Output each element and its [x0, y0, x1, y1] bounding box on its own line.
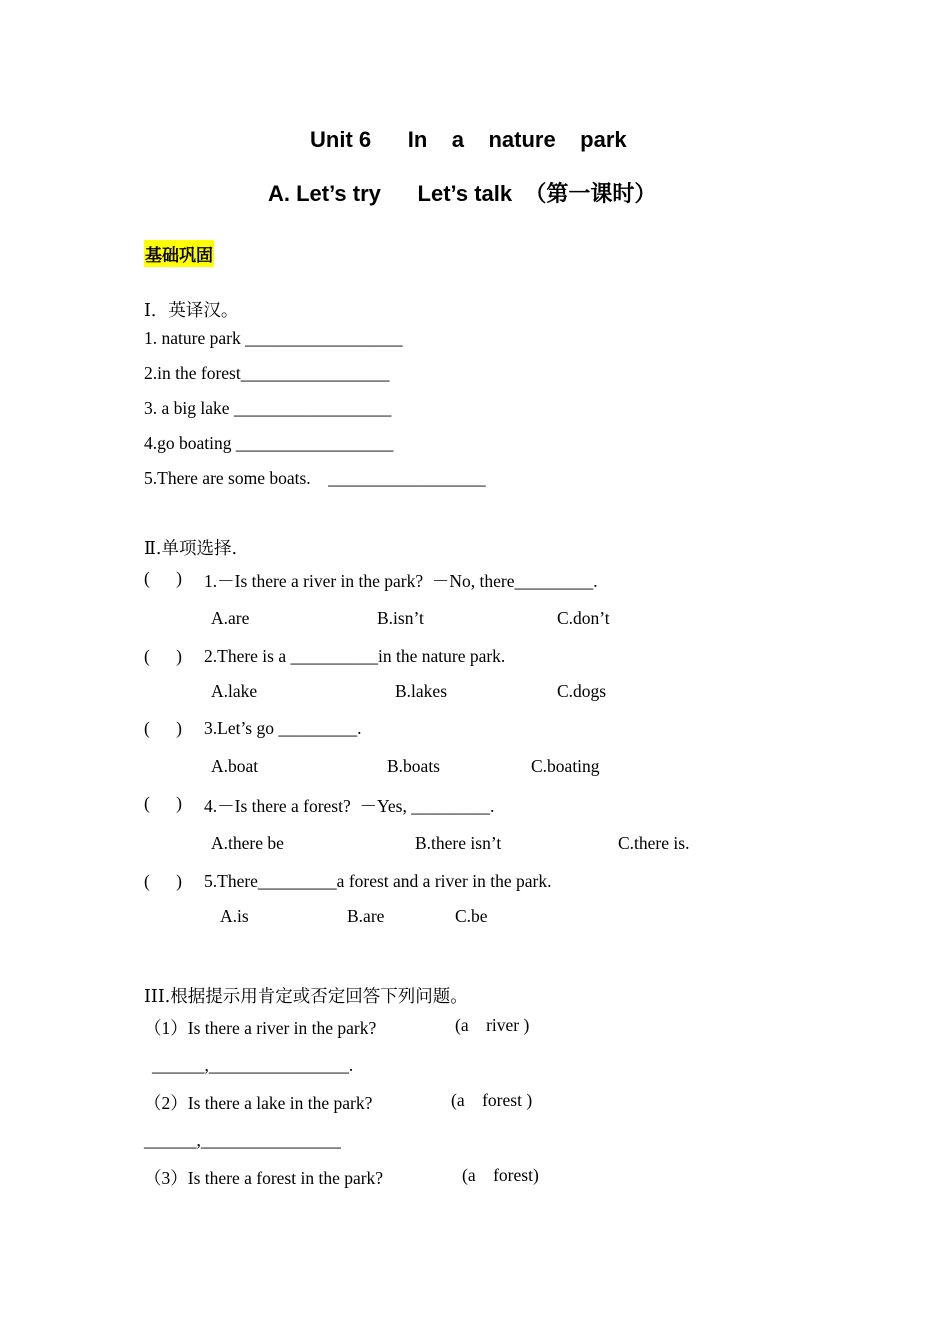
- question-text: 4.－Is there a forest? －Yes, _________.: [204, 796, 495, 816]
- question-text: （2）Is there a lake in the park?: [144, 1093, 373, 1113]
- question-hint: (a river ): [455, 1015, 530, 1035]
- question-text: 5.There_________a forest and a river in the park.: [204, 871, 552, 891]
- page-subtitle: A. Let’s try Let’s talk （第一课时）: [268, 181, 657, 206]
- option-c: C.don’t: [557, 608, 610, 628]
- option-a: A.are: [211, 608, 250, 628]
- answer-bracket: ( ): [144, 646, 182, 666]
- translation-item: 3. a big lake __________________: [144, 398, 392, 418]
- translation-item: 1. nature park __________________: [144, 328, 403, 348]
- option-c: C.boating: [531, 756, 600, 776]
- question-text: （3）Is there a forest in the park?: [144, 1168, 384, 1188]
- question-text: 1.－Is there a river in the park? －No, there_________.: [204, 571, 598, 591]
- answer-bracket: ( ): [144, 718, 182, 738]
- option-c: C.dogs: [557, 681, 607, 701]
- section-3-heading: III.根据提示用肯定或否定回答下列问题。: [144, 987, 468, 1007]
- section-2-heading: Ⅱ.单项选择.: [144, 539, 238, 559]
- option-c: C.be: [455, 906, 488, 926]
- question-text: 3.Let’s go _________.: [204, 718, 362, 738]
- answer-blank: ______,________________: [144, 1130, 341, 1150]
- question-hint: (a forest): [462, 1165, 539, 1185]
- question-text: （1）Is there a river in the park?: [144, 1018, 377, 1038]
- section-badge: 基础巩固: [144, 240, 214, 267]
- question-hint: (a forest ): [451, 1090, 533, 1110]
- answer-bracket: ( ): [144, 568, 182, 588]
- translation-item: 5.There are some boats. __________________: [144, 468, 486, 488]
- translation-item: 4.go boating __________________: [144, 433, 394, 453]
- section-1-heading: Ⅰ．英译汉。: [144, 301, 239, 321]
- page-title: Unit 6 In a nature park: [310, 127, 627, 152]
- option-a: A.there be: [211, 833, 284, 853]
- option-b: B.lakes: [395, 681, 448, 701]
- option-a: A.lake: [211, 681, 258, 701]
- answer-bracket: ( ): [144, 871, 182, 891]
- option-b: B.are: [347, 906, 385, 926]
- question-text: 2.There is a __________in the nature park.: [204, 646, 506, 666]
- option-c: C.there is.: [618, 833, 690, 853]
- answer-bracket: ( ): [144, 793, 182, 813]
- option-a: A.boat: [211, 756, 259, 776]
- answer-blank: ______,________________.: [152, 1055, 354, 1075]
- option-b: B.boats: [387, 756, 440, 776]
- option-b: B.there isn’t: [415, 833, 502, 853]
- option-b: B.isn’t: [377, 608, 424, 628]
- option-a: A.is: [220, 906, 249, 926]
- translation-item: 2.in the forest_________________: [144, 363, 390, 383]
